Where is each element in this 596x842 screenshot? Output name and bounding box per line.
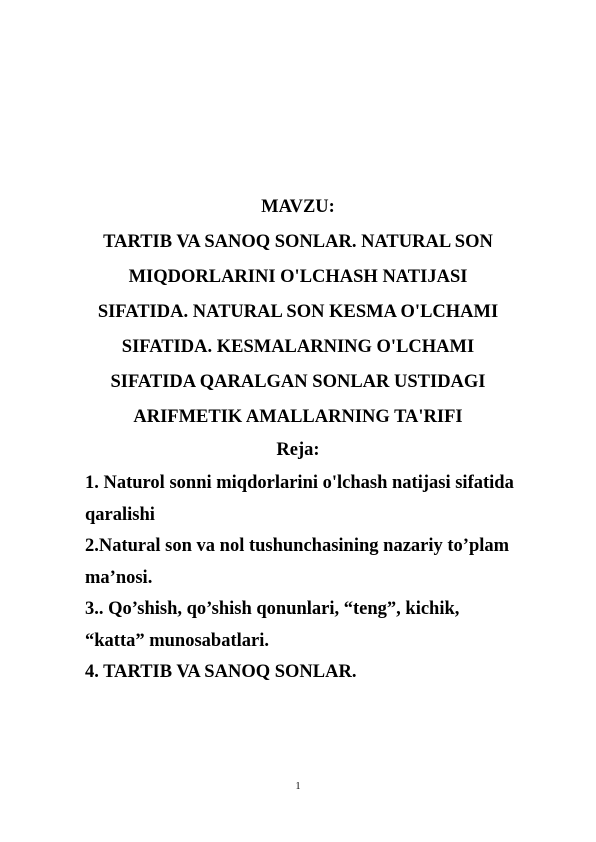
- plan-item: [85, 657, 565, 689]
- plan-list: [85, 468, 565, 689]
- topic-line: ARIFMETIK AMALLARNING TA'RIFI: [133, 407, 463, 427]
- topic-heading: [60, 190, 536, 435]
- plan-item-line: 4. TARTIB VA SANOQ SONLAR.: [85, 662, 357, 682]
- plan-item: [85, 531, 565, 594]
- plan-item-line: “katta” munosabatlari.: [85, 630, 269, 651]
- plan-item: [85, 468, 565, 531]
- topic-line: SIFATIDA. KESMALARNING O'LCHAMI: [121, 337, 475, 357]
- topic-line: TARTIB VA SANOQ SONLAR. NATURAL SON: [103, 232, 493, 252]
- topic-line: MIQDORLARINI O'LCHASH NATIJASI: [128, 267, 468, 287]
- plan-item-line: ma’nosi.: [85, 567, 153, 588]
- plan-item-line: 1. Naturol sonni miqdorlarini o'lchash natijasi sifatida: [85, 473, 514, 493]
- plan-item: [85, 594, 565, 657]
- page-number: 1: [295, 781, 301, 792]
- plan-item-line: 3.. Qo’shish, qo’shish qonunlari, “teng”, kichik,: [85, 599, 460, 619]
- topic-label: MAVZU:: [261, 197, 335, 217]
- plan-item-line: 2.Natural son va nol tushunchasining nazariy to’plam: [85, 536, 510, 556]
- plan-item-line: qaralishi: [85, 504, 155, 525]
- plan-title: Reja:: [276, 440, 320, 460]
- topic-line: SIFATIDA. NATURAL SON KESMA O'LCHAMI: [97, 302, 499, 322]
- topic-line: SIFATIDA QARALGAN SONLAR USTIDAGI: [110, 372, 486, 392]
